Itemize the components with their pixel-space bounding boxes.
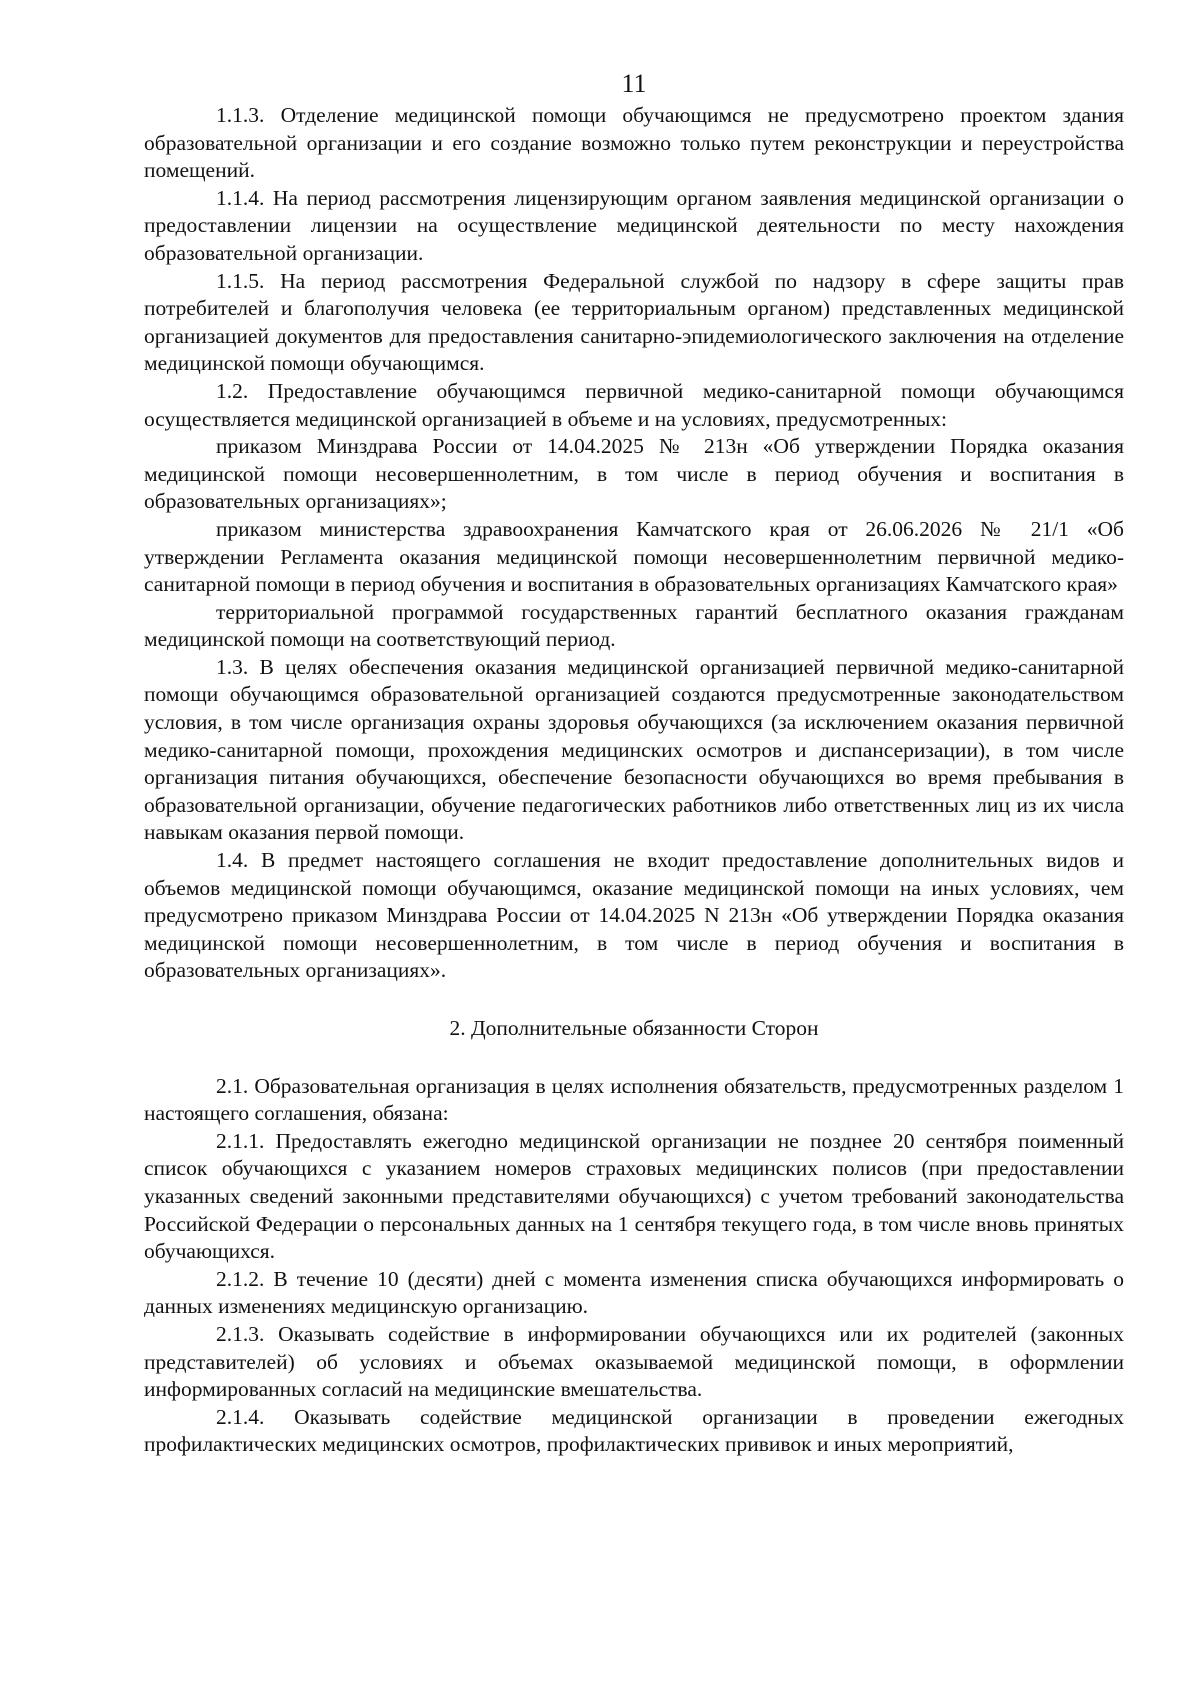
paragraph-order-kamchatka: приказом министерства здравоохранения Камчатского края от 26.06.2026 № 21/1 «Об утверждении Регламента оказания медицинской помощи несовершеннолетним первичной медико-санитарной помощи в период обучения и воспитания в образовательных организациях Камчатского края» bbox=[144, 516, 1124, 597]
paragraph-order-minzdrav: приказом Минздрава России от 14.04.2025 № 213н «Об утверждении Порядка оказания медицинской помощи несовершеннолетним, в том числе в период обучения и воспитания в образовательных организациях»; bbox=[144, 434, 1124, 514]
paragraph-1-2: 1.2. Предоставление обучающимся первичной медико-санитарной помощи обучающимся осуществляется медицинской организацией в объеме и на условиях, предусмотренных: bbox=[144, 378, 1124, 431]
paragraph-1-4: 1.4. В предмет настоящего соглашения не входит предоставление дополнительных видов и объемов медицинской помощи обучающимся, оказание медицинской помощи на иных условиях, чем предусмотрено приказом Минздрава России от 14.04.2025 N 213н «Об утверждении Порядка оказания медицинской помощи несовершеннолетним, в том числе в период обучения и воспитания в образовательных организациях». bbox=[144, 848, 1124, 983]
section-2-heading: 2. Дополнительные обязанности Сторон bbox=[449, 1016, 819, 1040]
paragraph-territorial-program: территориальной программой государственных гарантий бесплатного оказания гражданам медицинской помощи на соответствующий период. bbox=[144, 599, 1124, 652]
paragraph-1-3: 1.3. В целях обеспечения оказания медицинской организацией первичной медико-санитарной помощи обучающимся образовательной организацией создаются предусмотренные законодательством условия, в том числе организация охраны здоровья обучающихся (за исключением оказания первичной медико-санитарной помощи, прохождения медицинских осмотров и диспансеризации), в том числе организация питания обучающихся, обеспечение безопасности обучающихся во время пребывания в образовательной организации, обучение педагогических работников либо ответственных лиц из их числа навыкам оказания первой помощи. bbox=[144, 654, 1124, 845]
paragraph-1-1-4: 1.1.4. На период рассмотрения лицензирующим органом заявления медицинской организации о предоставлении лицензии на осуществление медицинской деятельности по месту нахождения образовательной организации. bbox=[144, 185, 1124, 265]
paragraph-1-1-5: 1.1.5. На период рассмотрения Федеральной службой по надзору в сфере защиты прав потребителей и благополучия человека (ее территориальным органом) представленных медицинской организацией документов для предоставления санитарно-эпидемиологического заключения на отделение медицинской помощи обучающимся. bbox=[144, 268, 1124, 376]
paragraph-2-1-4: 2.1.4. Оказывать содействие медицинской организации в проведении ежегодных профилактических медицинских осмотров, профилактических прививок и иных мероприятий, bbox=[144, 1404, 1124, 1457]
paragraph-2-1: 2.1. Образовательная организация в целях исполнения обязательств, предусмотренных разделом 1 настоящего соглашения, обязана: bbox=[144, 1073, 1124, 1126]
paragraph-2-1-2: 2.1.2. В течение 10 (десяти) дней с момента изменения списка обучающихся информировать о данных изменениях медицинскую организацию. bbox=[144, 1266, 1124, 1319]
paragraph-2-1-3: 2.1.3. Оказывать содействие в информировании обучающихся или их родителей (законных представителей) об условиях и объемах оказываемой медицинской помощи, в оформлении информированных согласий на медицинские вмешательства. bbox=[144, 1321, 1124, 1402]
paragraph-2-1-1: 2.1.1. Предоставлять ежегодно медицинской организации не позднее 20 сентября поименный список обучающихся с указанием номеров страховых медицинских полисов (при предоставлении указанных сведений законными представителями обучающихся) с учетом требований законодательства Российской Федерации о персональных данных на 1 сентября текущего года, в том числе вновь принятых обучающихся. bbox=[144, 1128, 1124, 1264]
page-number: 11 bbox=[621, 69, 647, 98]
document-page bbox=[144, 68, 1124, 1459]
paragraph-1-1-3: 1.1.3. Отделение медицинской помощи обучающимся не предусмотрено проектом здания образовательной организации и его создание возможно только путем реконструкции и переустройства помещений. bbox=[144, 103, 1124, 183]
